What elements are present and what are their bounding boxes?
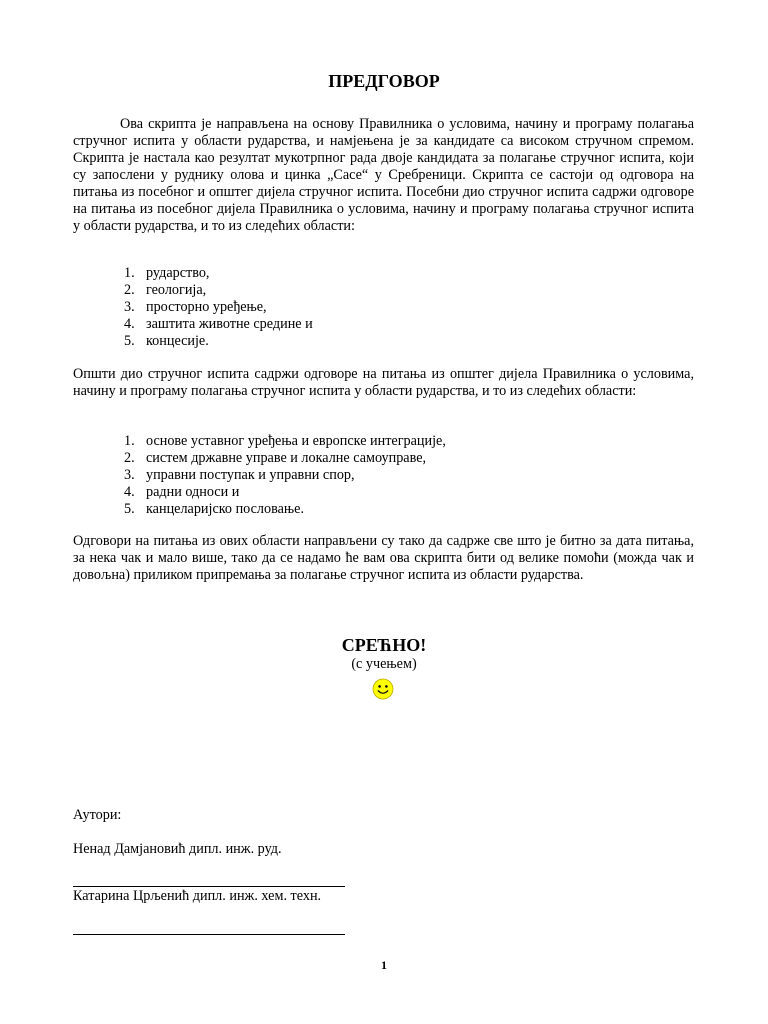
list-item-number: 4. [124, 316, 135, 332]
list-item-number: 4. [124, 484, 135, 500]
list-item [124, 299, 684, 316]
general-areas-list [124, 433, 684, 518]
list-item-number: 1. [124, 265, 135, 281]
list-item-number: 5. [124, 333, 135, 349]
closing-paragraph: Одговори на питања из ових области направљени су тако да садрже све што је битно за дата питања, за нека чак и мало више, тако да се надамо ће вам ова скрипта бити од велике помоћи (можда чак и довољна) приликом припремања за полагање стручног испита из области рударства. [73, 533, 694, 583]
authors-label: Аутори: [73, 807, 122, 823]
list-item-number: 1. [124, 433, 135, 449]
list-item-text: радни односи и [146, 484, 240, 500]
list-item-number: 3. [124, 299, 135, 315]
list-item-number: 3. [124, 467, 135, 483]
list-item-number: 5. [124, 501, 135, 517]
list-item [124, 484, 684, 501]
page-title: ПРЕДГОВОР [328, 71, 440, 91]
good-luck-subtitle: (с учењем) [351, 656, 417, 672]
author-name-1: Ненад Дамјановић дипл. инж. руд. [73, 841, 282, 857]
list-item-text: просторно уређење, [146, 299, 267, 315]
list-item-text: управни поступак и управни спор, [146, 467, 355, 483]
list-item-text: канцеларијско пословање. [146, 501, 304, 517]
list-item [124, 467, 684, 484]
list-item [124, 316, 684, 333]
list-item-text: концесије. [146, 333, 209, 349]
list-item [124, 333, 684, 350]
signature-line-1 [73, 886, 345, 887]
good-luck-heading: СРЕЋНО! [341, 635, 427, 655]
general-paragraph: Општи дио стручног испита садржи одговоре на питања из општег дијела Правилника о условима, начину и програму полагања стручног испита у области рударства, и то из следећих области: [73, 366, 694, 399]
list-item-text: заштита животне средине и [146, 316, 313, 332]
intro-paragraph: Ова скрипта је направљена на основу Правилника о условима, начину и програму полагања стручног испита у области рударства, и намјењена је за кандидате са високом стручном спремом. Скрипта је настала као резултат мукотрпног рада двоје кандидата за полагање стручног испита, који су запослени у руднику олова и цинка „Сасе“ у Сребреници. Скрипта се састоји од одговора на питања из посебног и општег дијела стручног испита. Посебни дио стручног испита садржи одговоре на питања из посебног дијела Правилника о условима, начину и програму полагања стручног испита у области рударства, и то из следећих области: [73, 116, 694, 234]
signature-line-2 [73, 934, 345, 935]
smiley-face-icon [372, 678, 394, 700]
list-item [124, 501, 684, 518]
page-number: 1 [381, 958, 387, 972]
special-areas-list [124, 265, 684, 350]
list-item-number: 2. [124, 282, 135, 298]
list-item-text: рударство, [146, 265, 210, 281]
author-name-2: Катарина Црљенић дипл. инж. хем. техн. [73, 888, 322, 904]
list-item [124, 265, 684, 282]
list-item [124, 433, 684, 450]
list-item-text: основе уставног уређења и европске интеграције, [146, 433, 446, 449]
list-item [124, 450, 684, 467]
list-item [124, 282, 684, 299]
list-item-number: 2. [124, 450, 135, 466]
list-item-text: геологија, [146, 282, 207, 298]
list-item-text: систем државне управе и локалне самоуправе, [146, 450, 427, 466]
